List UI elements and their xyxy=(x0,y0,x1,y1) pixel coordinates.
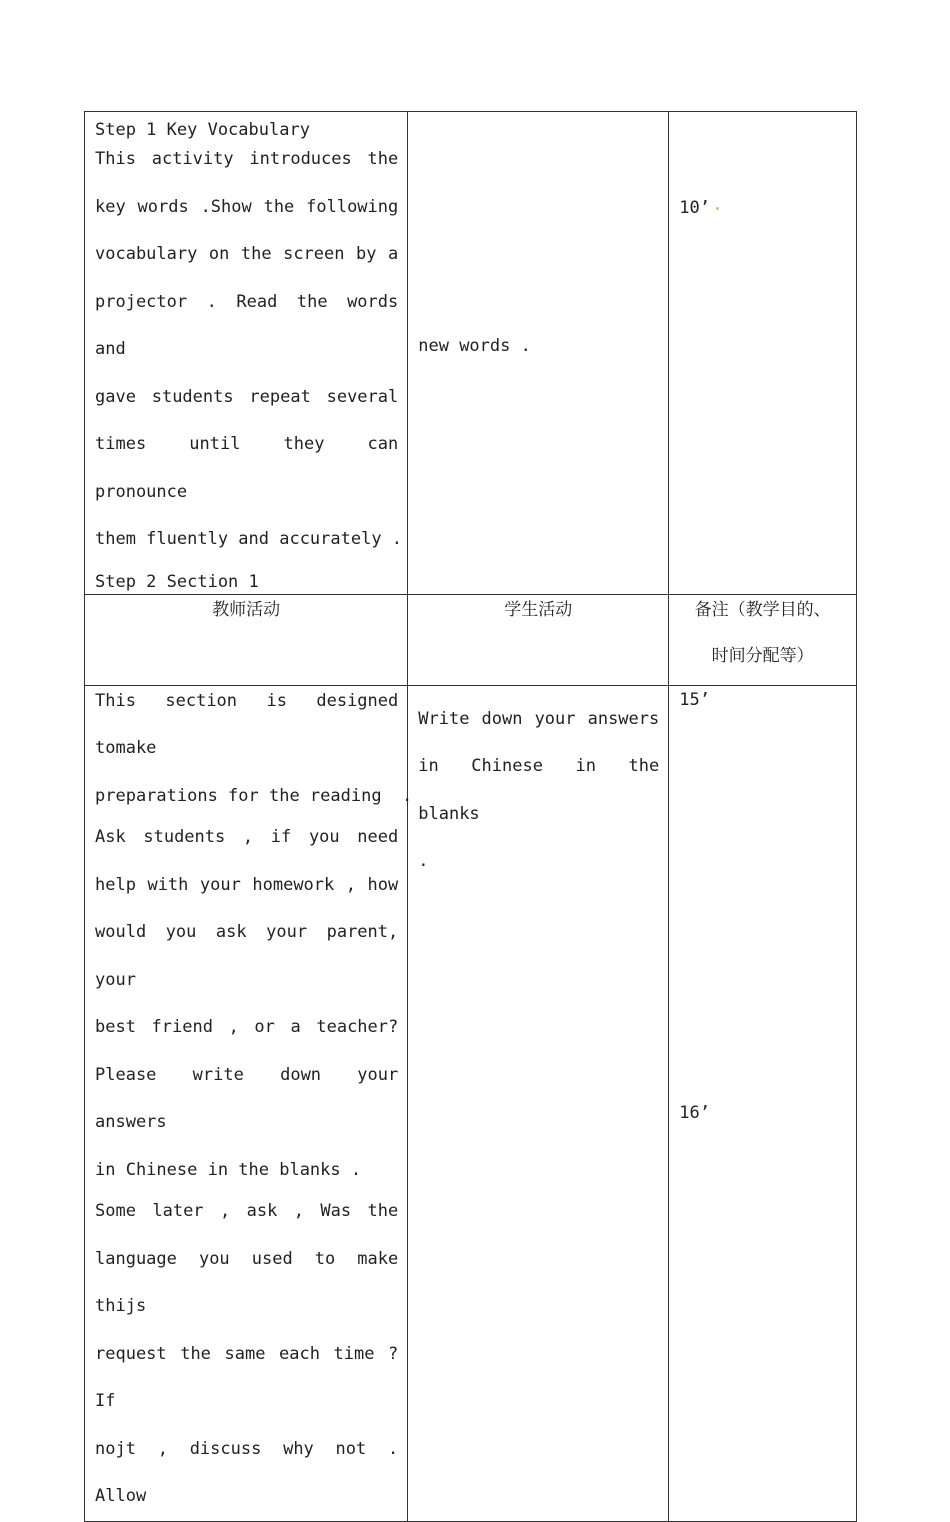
text-line: This section is designed tomake xyxy=(95,690,399,758)
text-line: in Chinese in the blanks . xyxy=(95,1159,362,1180)
header-teacher-activity: 教师活动 xyxy=(85,594,408,685)
text-line: language you used to make thijs xyxy=(95,1248,399,1316)
text-line: Ask students , if you need xyxy=(95,827,399,847)
student-activity-cell xyxy=(408,685,669,1521)
teacher-activity-cell xyxy=(85,112,408,595)
text-line: request the same each time ? If xyxy=(95,1343,399,1411)
text-line: Write down your answers xyxy=(418,708,660,729)
header-notes xyxy=(669,594,857,685)
text-line: times until they can pronounce xyxy=(95,434,399,502)
time-allocation-value: 10’ xyxy=(679,198,710,218)
text-line: preparations for the reading . xyxy=(95,785,413,806)
header-student-activity: 学生活动 xyxy=(408,594,669,685)
text-line: best friend , or a teacher? xyxy=(95,1017,399,1037)
dot-mark-icon xyxy=(716,207,719,210)
step-title: Step 1 Key Vocabulary xyxy=(95,120,310,140)
text-line: nojt , discuss why not . Allow xyxy=(95,1438,399,1506)
student-text: new words . xyxy=(418,335,531,356)
text-line: . xyxy=(418,851,429,871)
student-activity-cell xyxy=(408,112,669,595)
text-line: gave students repeat several xyxy=(95,386,399,407)
header-notes-line: 备注（教学目的、 xyxy=(694,599,831,620)
text-line: would you ask your parent, your xyxy=(95,922,399,990)
text-line: help with your homework , how xyxy=(95,874,399,895)
header-notes-line: 时间分配等） xyxy=(711,645,814,666)
table-row xyxy=(85,685,857,1521)
time-allocation: 15’ xyxy=(679,689,710,710)
text-line: in Chinese in the blanks xyxy=(418,756,660,824)
step-title: Step 2 Section 1 xyxy=(95,571,259,592)
text-line: them fluently and accurately . xyxy=(95,529,403,549)
lesson-plan-table xyxy=(84,111,857,1522)
teacher-activity-cell xyxy=(85,685,413,1521)
text-line: Please write down your answers xyxy=(95,1064,399,1132)
text-line: vocabulary on the screen by a xyxy=(95,244,399,264)
text-line: key words .Show the following xyxy=(95,196,399,217)
text-line: This activity introduces the xyxy=(95,149,399,169)
text-line: projector . Read the words and xyxy=(95,291,399,359)
time-allocation: 16’ xyxy=(679,1102,710,1123)
text-line: Some later , ask , Was the xyxy=(95,1201,399,1221)
note-cell xyxy=(669,685,857,1521)
note-cell xyxy=(669,112,857,595)
table-row xyxy=(85,112,857,595)
table-header-row xyxy=(85,594,857,685)
time-allocation xyxy=(679,198,847,218)
